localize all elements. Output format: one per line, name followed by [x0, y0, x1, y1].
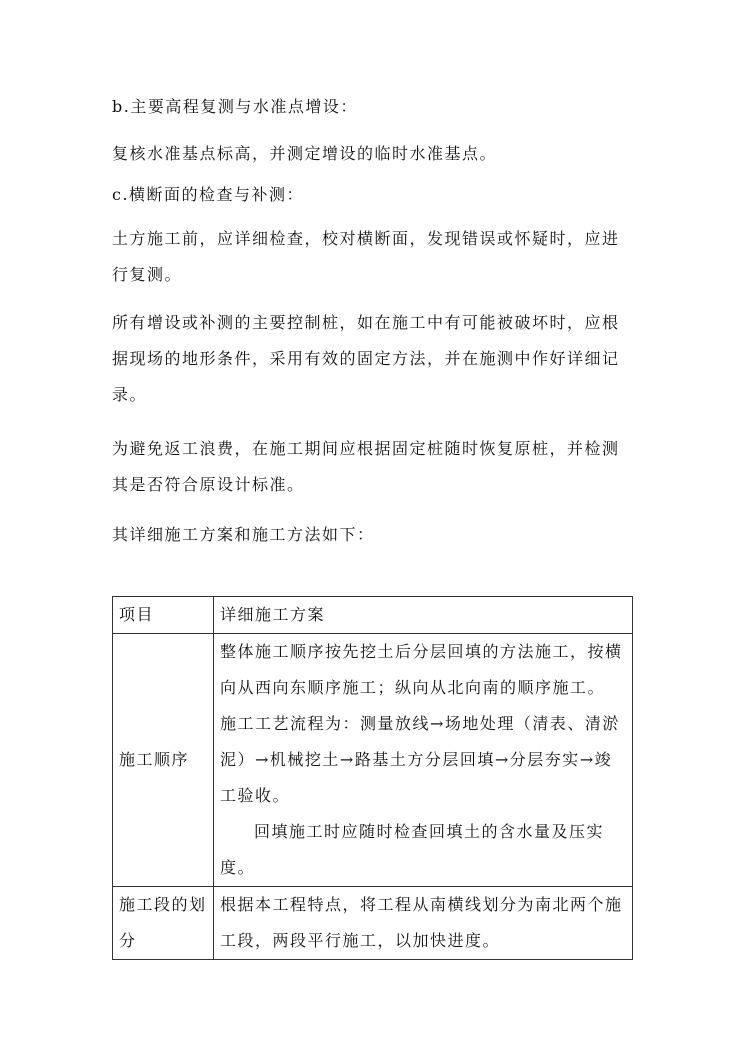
table-header-row: [113, 597, 633, 634]
row-content-sections: [214, 887, 633, 960]
sequence-text-2: 施工工艺流程为：测量放线→场地处理（清表、清淤泥）→机械挖土→路基土方分层回填→分层夯实→竣工验收。: [220, 714, 620, 805]
paragraph-benchmark: 复核水准基点标高，并测定增设的临时水准基点。: [112, 144, 498, 163]
row-content-sequence: [214, 634, 633, 887]
sequence-text-1: 整体施工顺序按先挖土后分层回填的方法施工，按横向从西向东顺序施工；纵向从北向南的顺序施工。: [220, 642, 623, 697]
paragraph-earthwork-check: 土方施工前，应详细检查，校对横断面，发现错误或怀疑时，应进行复测。: [112, 229, 620, 284]
paragraph-scheme-intro: 其详细施工方案和施工方法如下：: [112, 525, 375, 544]
heading-elevation-survey: b.主要高程复测与水准点增设：: [112, 97, 358, 116]
paragraph-control-stakes: 所有增设或补测的主要控制桩，如在施工中有可能被破坏时，应根据现场的地形条件，采用有效的固定方法，并在施测中作好详细记录。: [112, 313, 620, 404]
sections-text-1: 根据本工程特点，将工程从南横线划分为南北两个施工段，两段平行施工，以加快进度。: [220, 895, 623, 950]
paragraph-avoid-rework: 为避免返工浪费，在施工期间应根据固定桩随时恢复原桩，并检测其是否符合原设计标准。: [112, 439, 620, 494]
construction-scheme-table: [112, 596, 633, 960]
table-row: [113, 634, 633, 887]
header-cell-scheme: 详细施工方案: [214, 597, 633, 634]
header-cell-item: 项目: [113, 597, 214, 634]
sequence-text-3: 回填施工时应随时检查回填土的含水量及压实度。: [220, 822, 605, 877]
table-row: [113, 887, 633, 960]
row-label-sequence: 施工顺序: [113, 634, 214, 887]
heading-cross-section: c.横断面的检查与补测：: [112, 185, 305, 204]
row-label-sections: 施工段的划分: [113, 887, 214, 960]
